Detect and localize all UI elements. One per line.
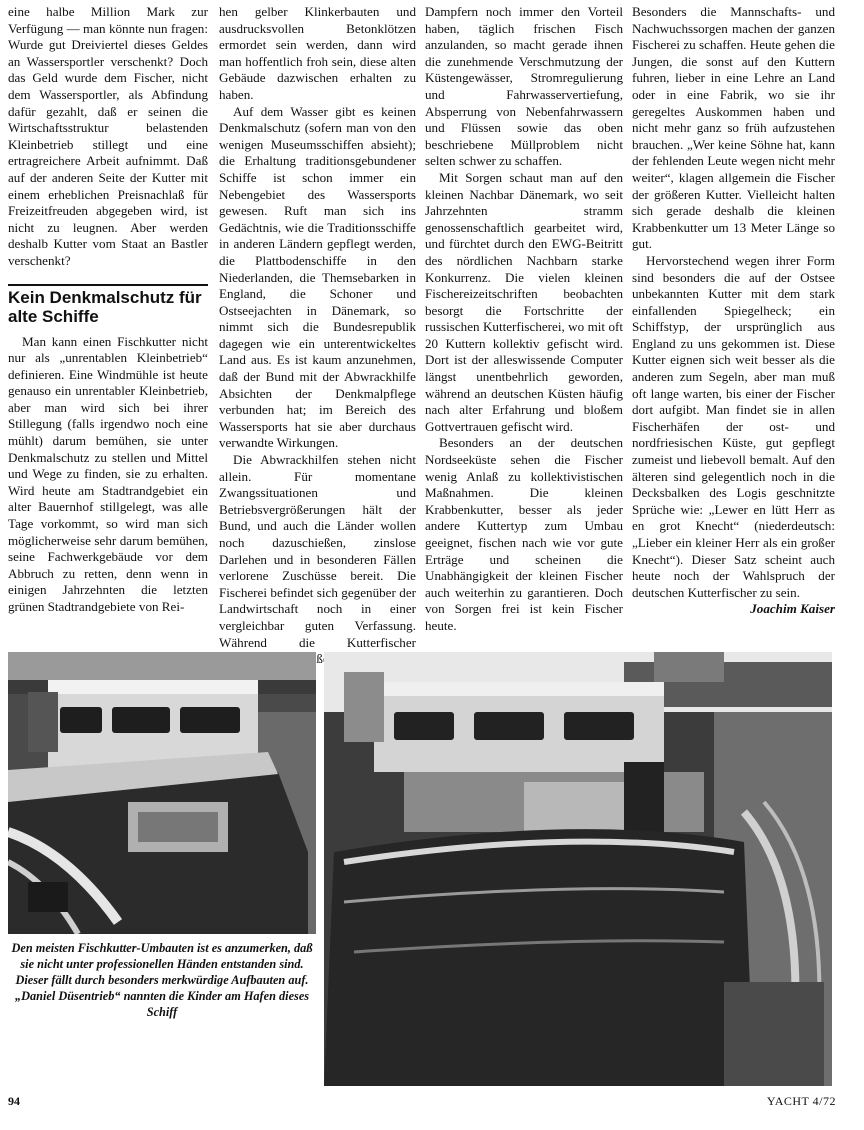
magazine-issue: YACHT 4/72 — [766, 1094, 836, 1108]
section-heading-box — [8, 284, 208, 326]
paragraph: Besonders die Mannschafts- und Nachwuchssorgen machen der ganzen Fischerei zu schaffen. Heute gehen die Jungen, die sonst auf den Kuttern fuhren, lieber in eine Lehre an Land oder in eine Fabrik, wo sie ihr geregeltes Auskommen haben und nicht mehr ganz so früh aufzustehen brauchen. „Wer keine Söhne hat, kann der fehlenden Leute wegen nicht mehr weiter“, klagen allgemein die Fischer der größeren Kutter. Vielleicht halten sich gerade deshalb die kleinen Krabbenkutter um 13 Meter Länge so gut. — [632, 4, 835, 252]
photo-cutter-right — [324, 652, 832, 1086]
page-number: 94 — [8, 1094, 20, 1108]
photo-cutter-right-image — [324, 652, 832, 1086]
section-heading: Kein Denkmalschutz für alte Schiffe — [8, 287, 202, 326]
author-byline: Joachim Kaiser — [750, 601, 835, 617]
paragraph: Dampfern noch immer den Vorteil haben, täglich frischen Fisch anzulanden, so macht gerade ihnen die zunehmende Verschmutzung der Küstengewässer, Stromregulierung und Fahrwasservertiefung, Absperrung von Nebenfahrwassern und Flüssen sowie das oben beschriebene Müllproblem nicht selten schwer zu schaffen. — [425, 4, 623, 169]
text-column-2 — [219, 4, 416, 668]
paragraph: Mit Sorgen schaut man auf den kleinen Nachbar Dänemark, wo seit Jahrzehnten stramm genossenschaftlich gearbeitet wird, und fürchtet durch den EWG-Beitritt des nördlichen Nachbarn starke Konkurrenz. Die vielen kleinen Fischereizeitschriften beobachten besorgt die Fortschritte der russischen Kutterfischerei, wo mit oft 20 Kuttern kollektiv gefischt wird. Dort ist der alleswissende Computer längst unentbehrlich geworden, während an deutschen Küsten häufig nach alter Erfahrung und bloßem Gottvertrauen gefischt wird. — [425, 169, 623, 434]
text-column-1 — [8, 4, 208, 616]
text-column-4 — [632, 4, 835, 618]
paragraph: Besonders an der deutschen Nordseeküste sehen die Fischer wenig Anlaß zu kollektivistischen Maßnahmen. Die kleinen Krabbenkutter, besser als jeder andere Kuttertyp zum Umbau geeignet, fischen nach wie vor gute Erträge und scheinen die Unabhängigkeit der kleinen Fischer auch weiterhin zu garantieren. Doch von Sorgen frei ist kein Fischer heute. — [425, 435, 623, 633]
photo-cutter-left — [8, 652, 316, 934]
paragraph: Auf dem Wasser gibt es keinen Denkmalschutz (sofern man von den wenigen Museumsschiffen absieht); die Erhaltung traditionsgebundener Schiffe ist schon immer ein Nebengebiet des Wassersports gewesen. Ruft man sich ins Gedächtnis, wie die Traditionsschiffe in anderen Ländern gepflegt werden, die Plattbodenschiffe in den Niederlanden, die Themsebarken in England, die Schoner und Ostseejachten in Dänemark, so nimmt sich die Bundesrepublik dagegen wie ein unterentwickeltes Land aus. Es ist kaum anzunehmen, daß der Bund mit der Abwrackhilfe Absichten der Denkmalpflege verbunden hat; im Bereich des Wassersports hat sie aber durchaus verwandte Wirkungen. — [219, 103, 416, 451]
text-column-3 — [425, 4, 623, 635]
paragraph: eine halbe Million Mark zur Verfügung — man könnte nun fragen: Wurde gut Dreiviertel dieses Geldes an Wassersportler verschenkt? Doch das Geld wurde dem Fischer, nicht dem Wassersportler, als Abfindung dafür gezahlt, daß er seinen die Wirtschaftsstruktur belastenden Kleinbetrieb stillegt und eine ertragreichere Arbeit aufnimmt. Daß auf der anderen Seite der Kutter mit einem erheblichen Preisnachlaß für Freizeitfreuden abgegeben wird, ist nicht zu leugnen. Aber werden deshalb Kutter vom Staat an Bastler verschenkt? — [8, 4, 208, 268]
paragraph: Die Abwrackhilfen stehen nicht allein. Für momentane Zwangssituationen und Betriebsvergrößerungen hält der Bund, und auch die Länder wollen noch dazuschießen, zinslose Darlehen und in besonderen Fällen verlorene Zuschüsse bereit. Die Fischerei befindet sich gegenüber der Landwirtschaft noch in einer vergleichbar guten Verfassung. Während die Kutterfischer großen — [219, 452, 416, 667]
photo-caption: Den meisten Fischkutter-Umbauten ist es anzumerken, daß sie nicht unter professionellen Händen entstanden sind. Dieser fällt durch besonders merkwürdige Aufbauten auf. „Daniel Düsentrieb“ nannten die Kinder am Hafen dieses Schiff — [11, 941, 313, 1019]
photo-cutter-left-image — [8, 652, 316, 934]
paragraph: hen gelber Klinkerbauten und ausdrucksvollen Betonklötzen ermordet sein werden, dann wird man hoffentlich froh sein, diese alten Gebäude dazwischen erhalten zu haben. — [219, 4, 416, 102]
paragraph: Man kann einen Fischkutter nicht nur als „unrentablen Kleinbetrieb“ definieren. Eine Windmühle ist heute genauso ein unrentabler Kleinbetrieb, aber man wird sich bei ihrer Stillegung (falls irgendwo noch eine mühlt) darum bemühen, sie unter Denkmalschutz zu stellen und Mittel und Wege zu finden, sie zu erhalten. Wird heute am Stadtrandgebiet ein alter Bauernhof stillgelegt, was alle Tage vorkommt, so wird man sich möglicherweise sehr darum bemühen, seine Fachwerkgebäude vor dem Abbruch zu retten, denn wenn in einigen Jahrzehnten die letzten grünen Stadtrandgebiete von Rei- — [8, 333, 208, 614]
paragraph: Hervorstechend wegen ihrer Form sind besonders die auf der Ostsee unbekannten Kutter mit dem stark einfallenden Spiegelheck; ein Schiffstyp, der ursprünglich aus England zu uns gekommen ist. Diese Kutter eignen sich weit besser als die anderen zum Segeln, aber man muß oft lange warten, bis einer der Fischer dort aufgibt. Man findet sie in allen Fischerhäfen der ost- und nordfriesischen Küste, gut gepflegt zumeist und liebevoll bemalt. Auf den älteren sind gelegentlich noch in die Decksbalken des Logis geschnitzte Sprüche wie: „Lewer en lütt Herr as en grot Knecht“ (niederdeutsch: „Lieber ein kleiner Herr als ein großer Knecht“). Dieser Satz scheint auch heute noch der Wahlspruch der deutschen Kutterfischer zu sein. — [632, 252, 835, 600]
